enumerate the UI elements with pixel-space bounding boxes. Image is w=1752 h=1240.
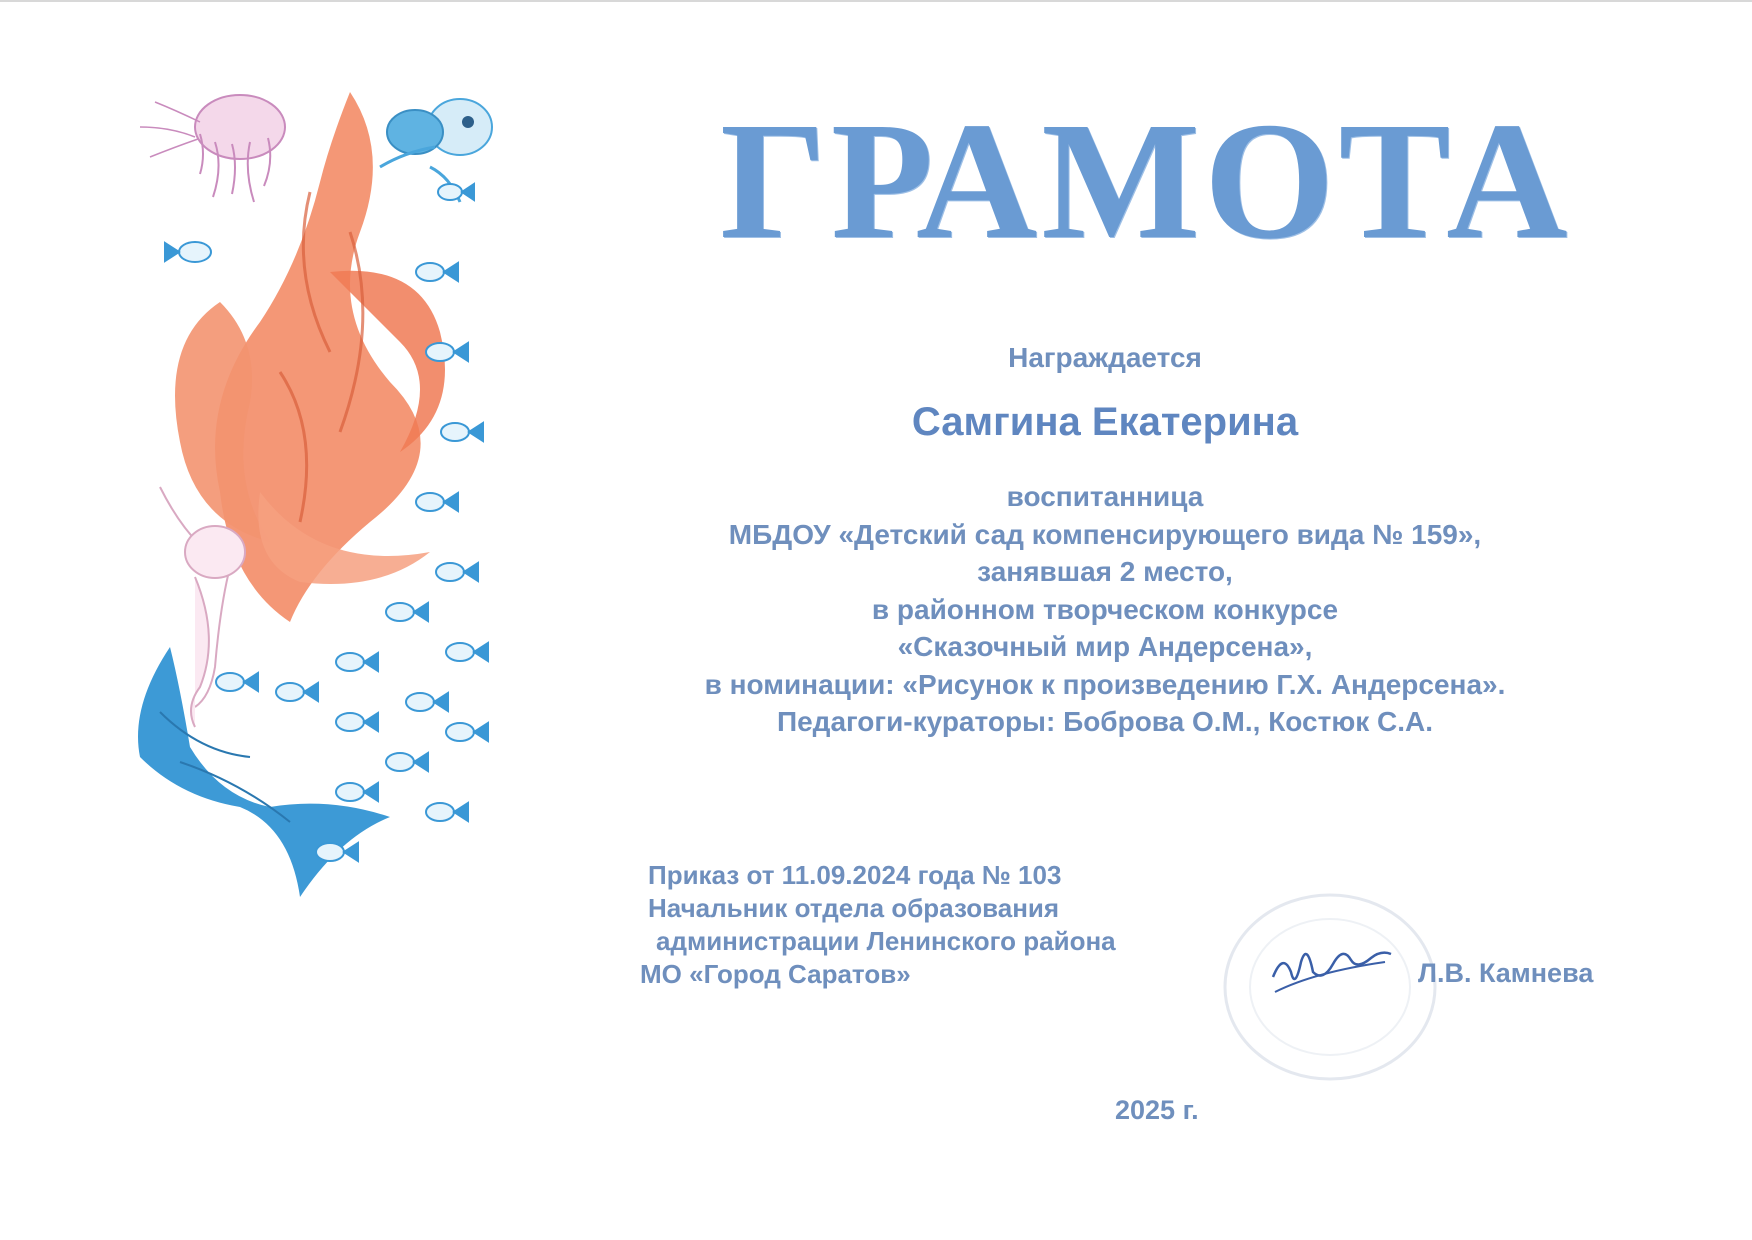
order-line: администрации Ленинского района	[656, 926, 1116, 956]
awarded-label: Награждается	[1008, 342, 1202, 373]
body-line: воспитанница	[1006, 481, 1204, 512]
jellyfish-icon	[140, 95, 285, 202]
order-line: Начальник отдела образования	[648, 893, 1060, 923]
recipient-name: Самгина Екатерина	[911, 400, 1299, 444]
signature	[1265, 937, 1395, 1007]
body-line: «Сказочный мир Андерсена»,	[897, 631, 1313, 662]
order-details	[640, 859, 1116, 991]
turtle-icon	[380, 99, 492, 202]
mermaid-illustration	[100, 72, 560, 992]
body-line: занявшая 2 место,	[977, 556, 1233, 587]
body-line: в номинации: «Рисунок к произведению Г.Х. Андерсена».	[704, 668, 1506, 700]
body-line: МБДОУ «Детский сад компенсирующего вида № 159»,	[728, 518, 1482, 550]
award-description	[600, 478, 1610, 741]
issue-year: 2025 г.	[1115, 1095, 1199, 1125]
certificate-title: ГРАМОТА	[720, 88, 1572, 274]
body-line: в районном творческом конкурсе	[871, 593, 1339, 625]
mermaid-tail	[138, 647, 390, 897]
order-line: Приказ от 11.09.2024 года № 103	[648, 860, 1062, 890]
signer-name: Л.В. Камнева	[1418, 958, 1594, 988]
body-line: Педагоги-кураторы: Боброва О.М., Костюк С.А.	[776, 706, 1434, 737]
order-line: МО «Город Саратов»	[640, 959, 911, 989]
